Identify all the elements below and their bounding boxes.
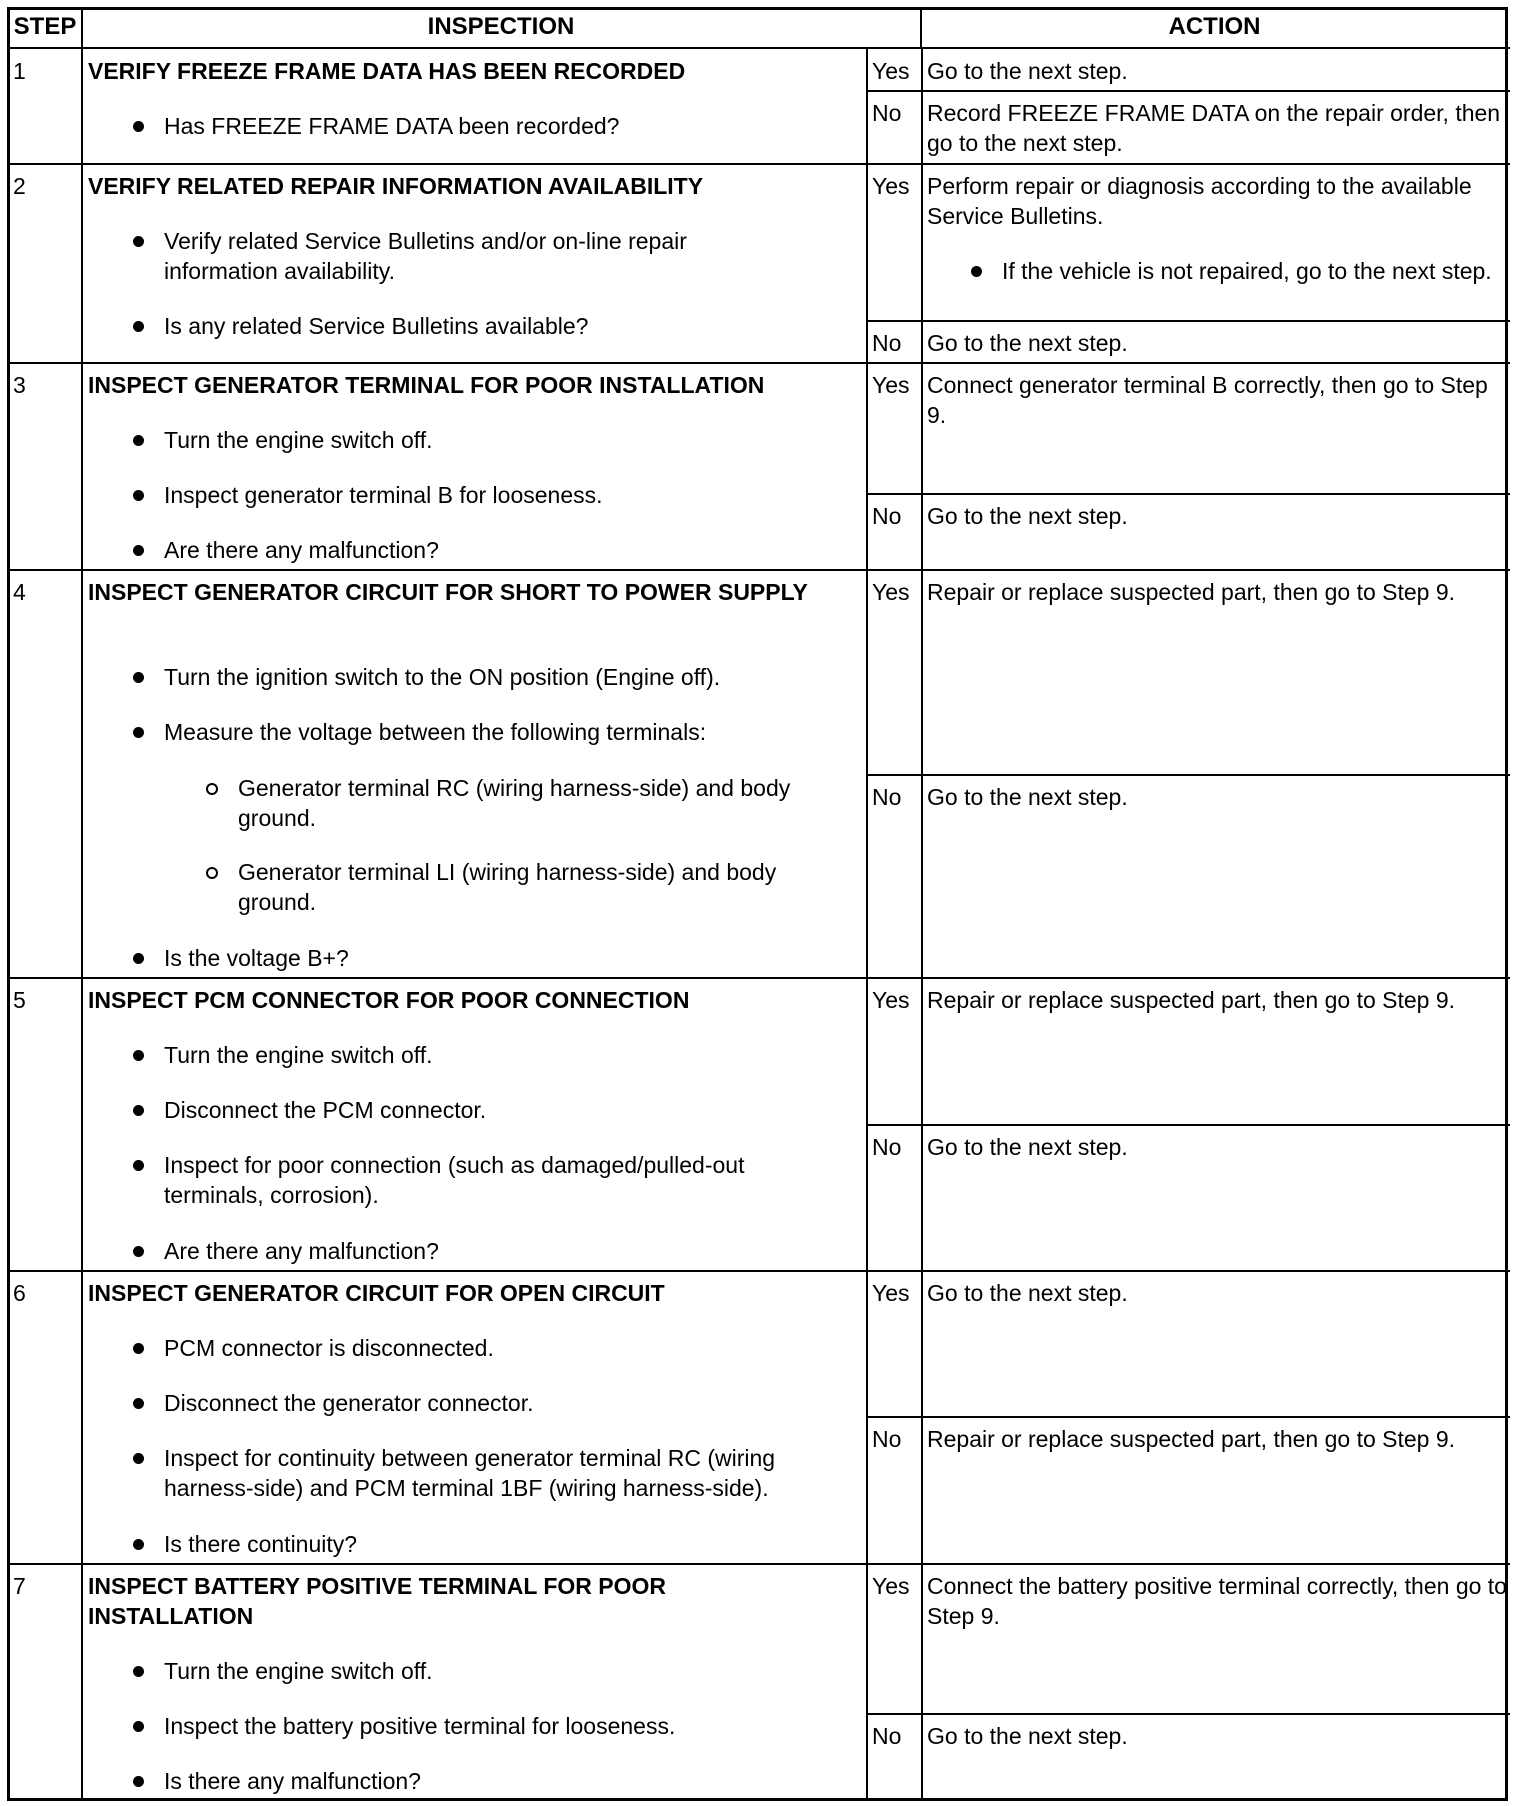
no-label: No xyxy=(872,1134,902,1160)
yes-action: Go to the next step. xyxy=(927,58,1128,84)
row-divider xyxy=(7,1563,1510,1565)
inspection-subitem: Generator terminal RC (wiring harness-side) and body ground. xyxy=(238,773,798,833)
inspection-subitem: Generator terminal LI (wiring harness-side) and body ground. xyxy=(238,857,798,917)
step-number: 2 xyxy=(13,173,26,199)
step-number: 3 xyxy=(13,372,26,398)
no-action: Repair or replace suspected part, then go to Step 9. xyxy=(927,1426,1456,1452)
inspection-item: Disconnect the generator connector. xyxy=(164,1388,844,1418)
inspection-item: Inspect for poor connection (such as damaged/pulled-out terminals, corrosion). xyxy=(164,1150,814,1210)
inspection-item: Disconnect the PCM connector. xyxy=(164,1095,844,1125)
row-divider xyxy=(7,1270,1510,1272)
no-action: Go to the next step. xyxy=(927,330,1128,356)
inspection-item: Is the voltage B+? xyxy=(164,943,844,973)
yes-no-divider xyxy=(867,90,1510,92)
inspection-item: Are there any malfunction? xyxy=(164,1236,844,1266)
inspection-item: Turn the engine switch off. xyxy=(164,425,844,455)
inspection-item: Verify related Service Bulletins and/or on-line repair information availability. xyxy=(164,226,784,286)
row-divider xyxy=(7,977,1510,979)
yes-action: Connect the battery positive terminal correctly, then go to Step 9. xyxy=(927,1573,1507,1629)
yes-no-divider xyxy=(867,1713,1510,1715)
step-title: INSPECT GENERATOR CIRCUIT FOR SHORT TO POWER SUPPLY xyxy=(88,579,808,605)
yes-no-divider xyxy=(867,493,1510,495)
col-divider-action xyxy=(921,48,923,1801)
col-divider-inspection xyxy=(920,7,922,48)
no-action: Go to the next step. xyxy=(927,1134,1128,1160)
yes-label: Yes xyxy=(872,58,910,84)
step-number: 6 xyxy=(13,1280,26,1306)
inspection-item: PCM connector is disconnected. xyxy=(164,1333,844,1363)
header-action: ACTION xyxy=(1168,13,1261,40)
step-title: INSPECT BATTERY POSITIVE TERMINAL FOR POOR INSTALLATION xyxy=(88,1573,667,1629)
inspection-item: Is there any malfunction? xyxy=(164,1766,844,1796)
header-inspection: INSPECTION xyxy=(427,13,575,40)
col-divider-step xyxy=(81,7,83,1801)
step-title: VERIFY FREEZE FRAME DATA HAS BEEN RECORDED xyxy=(88,58,686,84)
yes-label: Yes xyxy=(872,1280,910,1306)
yes-label: Yes xyxy=(872,987,910,1013)
inspection-item: Inspect for continuity between generator terminal RC (wiring harness-side) and PCM terminal 1BF (wiring harness-side). xyxy=(164,1443,844,1503)
inspection-item: Measure the voltage between the following terminals: xyxy=(164,717,854,747)
yes-action-note: If the vehicle is not repaired, go to the next step. xyxy=(1002,256,1497,286)
step-number: 4 xyxy=(13,579,26,605)
step-number: 7 xyxy=(13,1573,26,1599)
no-label: No xyxy=(872,503,902,529)
inspection-item: Inspect generator terminal B for looseness. xyxy=(164,480,844,510)
inspection-item: Is any related Service Bulletins available? xyxy=(164,311,844,341)
yes-no-divider xyxy=(867,320,1510,322)
no-action: Go to the next step. xyxy=(927,503,1128,529)
no-action: Go to the next step. xyxy=(927,784,1128,810)
no-action: Go to the next step. xyxy=(927,1723,1128,1749)
yes-action: Perform repair or diagnosis according to the available Service Bulletins. xyxy=(927,173,1472,229)
yes-action: Repair or replace suspected part, then go to Step 9. xyxy=(927,579,1456,605)
yes-label: Yes xyxy=(872,372,910,398)
yes-no-divider xyxy=(867,1416,1510,1418)
no-action: Record FREEZE FRAME DATA on the repair order, then go to the next step. xyxy=(927,100,1501,156)
yes-action: Repair or replace suspected part, then go to Step 9. xyxy=(927,987,1456,1013)
step-title: VERIFY RELATED REPAIR INFORMATION AVAILABILITY xyxy=(88,173,704,199)
no-label: No xyxy=(872,1723,902,1749)
header-divider xyxy=(7,47,1510,49)
no-label: No xyxy=(872,1426,902,1452)
yes-no-divider xyxy=(867,774,1510,776)
yes-action: Go to the next step. xyxy=(927,1280,1128,1306)
inspection-item: Turn the engine switch off. xyxy=(164,1656,844,1686)
no-label: No xyxy=(872,784,902,810)
step-title: INSPECT GENERATOR TERMINAL FOR POOR INSTALLATION xyxy=(88,372,765,398)
header-step: STEP xyxy=(13,13,77,40)
inspection-item: Turn the engine switch off. xyxy=(164,1040,844,1070)
step-title: INSPECT GENERATOR CIRCUIT FOR OPEN CIRCUIT xyxy=(88,1280,665,1306)
step-title: INSPECT PCM CONNECTOR FOR POOR CONNECTION xyxy=(88,987,690,1013)
inspection-item: Turn the ignition switch to the ON position (Engine off). xyxy=(164,662,854,692)
row-divider xyxy=(7,163,1510,165)
col-divider-result xyxy=(866,48,868,1801)
inspection-item: Are there any malfunction? xyxy=(164,535,844,565)
yes-no-divider xyxy=(867,1124,1510,1126)
no-label: No xyxy=(872,100,902,126)
inspection-item: Inspect the battery positive terminal for looseness. xyxy=(164,1711,844,1741)
yes-label: Yes xyxy=(872,1573,910,1599)
yes-label: Yes xyxy=(872,173,910,199)
yes-action: Connect generator terminal B correctly, then go to Step 9. xyxy=(927,372,1488,428)
yes-label: Yes xyxy=(872,579,910,605)
step-number: 1 xyxy=(13,58,26,84)
inspection-item: Has FREEZE FRAME DATA been recorded? xyxy=(164,111,844,141)
row-divider xyxy=(7,362,1510,364)
step-number: 5 xyxy=(13,987,26,1013)
row-divider xyxy=(7,569,1510,571)
no-label: No xyxy=(872,330,902,356)
inspection-item: Is there continuity? xyxy=(164,1529,844,1559)
